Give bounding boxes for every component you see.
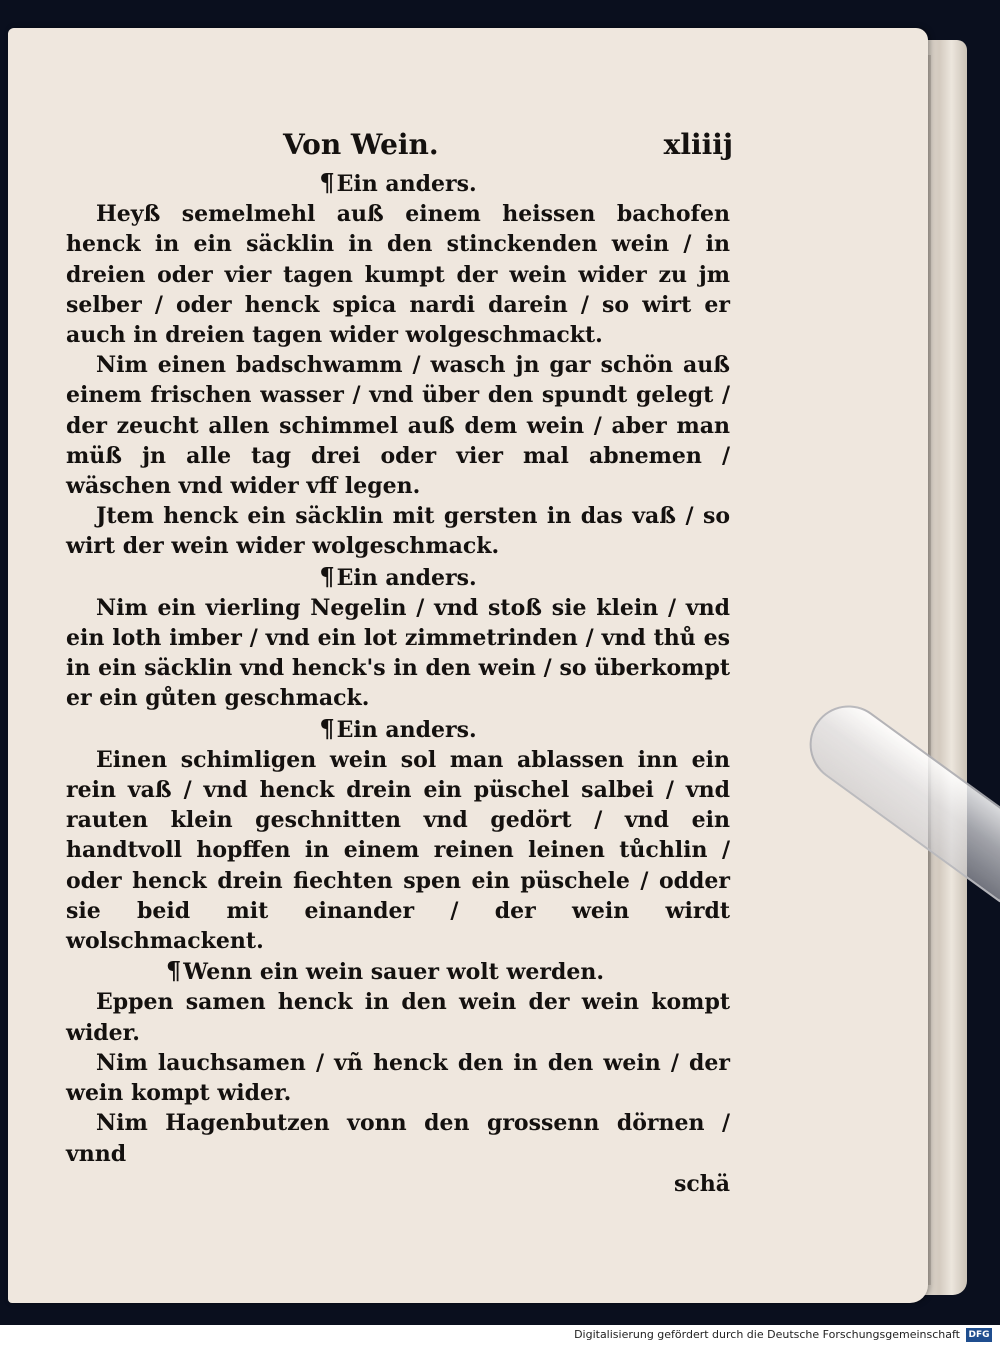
running-head: Von Wein.	[283, 128, 439, 161]
footer-bar	[0, 1325, 1000, 1345]
funding-credit: Digitalisierung gefördert durch die Deutsche Forschungsgemeinschaft	[574, 1328, 960, 1341]
pilcrow-icon: ¶	[166, 956, 182, 986]
paragraph: Eppen samen henck in den wein der wein kompt wider.	[66, 989, 730, 1046]
page-text	[66, 168, 730, 1199]
section-heading: ¶Wenn ein wein sauer wolt werden.	[166, 956, 605, 986]
pilcrow-icon: ¶	[319, 713, 335, 743]
folio-number: xliiij	[663, 128, 733, 161]
paragraph: Einen schimligen wein sol man ablassen inn ein rein vaß / vnd henck drein ein püschel salbei / vnd rauten klein geschnitten vnd gedört / vnd ein handtvoll hopffen in einem reinen leinen tůchlin / oder henck drein fiechten spen ein püschele / odder sie beid mit einander / der wein wirdt wolschmackent.	[66, 746, 730, 955]
dfg-logo-icon: DFG	[966, 1328, 992, 1342]
paragraph: Nim einen badschwamm / wasch jn gar schön auß einem frischen wasser / vnd über den spundt gelegt / der zeucht allen schimmel auß dem wein / aber man müß jn alle tag drei oder vier mal abnemen / wäschen vnd wider vff legen.	[66, 352, 730, 500]
paragraph: Jtem henck ein säcklin mit gersten in das vaß / so wirt der wein wider wolgeschmack.	[66, 503, 730, 560]
section-heading: ¶Ein anders.	[319, 713, 477, 743]
paragraph: Nim ein vierling Negelin / vnd stoß sie klein / vnd ein loth imber / vnd ein lot zimmetrinden / vnd thů es in ein säcklin vnd henck's in den wein / so überkompt er ein gůten geschmack.	[66, 594, 730, 712]
paragraph: Nim Hagenbutzen vonn den grossenn dörnen / vnnd	[66, 1110, 730, 1167]
section-heading: ¶Ein anders.	[319, 168, 477, 197]
catchword: schä	[673, 1170, 730, 1197]
paragraph: Heyß semelmehl auß einem heissen bachofen henck in ein säcklin in den stinckenden wein / in dreien oder vier tagen kumpt der wein wider zu jm selber / oder henck spica nardi darein / so wirt er auch in dreien tagen wider wolgeschmackt.	[66, 201, 730, 349]
paragraph: Nim lauchsamen / vñ henck den in den wein / der wein kompt wider.	[66, 1049, 730, 1107]
pilcrow-icon: ¶	[319, 168, 335, 197]
section-heading: ¶Ein anders.	[319, 561, 477, 591]
page-header	[283, 128, 733, 168]
pilcrow-icon: ¶	[319, 561, 335, 591]
